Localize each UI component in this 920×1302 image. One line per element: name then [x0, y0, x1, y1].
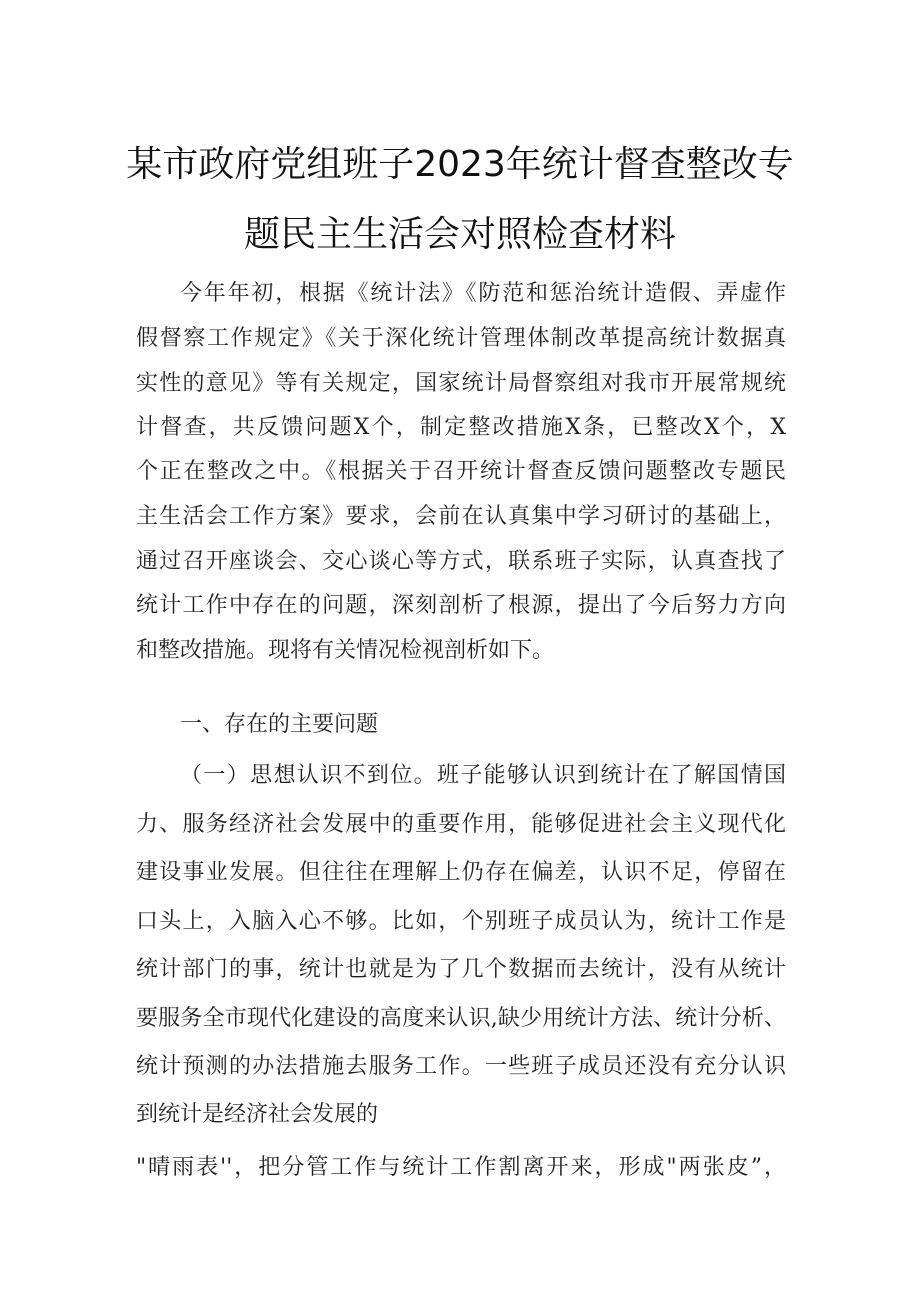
paragraph-2-line: 口头上，入脑入心不够。比如，个别班子成员认为，统计工作是 [136, 909, 786, 934]
section-heading: 一、存在的主要问题 [180, 712, 379, 737]
paragraph-2-line: "晴雨表''，把分管工作与统计工作割离开来，形成"两张皮”， [136, 1155, 786, 1180]
paragraph-1-line: 计督查，共反馈问题X个，制定整改措施X条，已整改X个，X [136, 415, 786, 440]
paragraph-1-line: 今年年初，根据《统计法》《防范和惩治统计造假、弄虚作 [180, 281, 786, 306]
paragraph-1-line: 实性的意见》等有关规定，国家统计局督察组对我市开展常规统 [136, 371, 786, 396]
document-title-line-2: 题民主生活会对照检查材料 [243, 214, 676, 255]
paragraph-1-line: 假督察工作规定》《关于深化统计管理体制改革提高统计数据真 [136, 326, 786, 351]
paragraph-1-line: 和整改措施。现将有关情况检视剖析如下。 [136, 638, 555, 663]
paragraph-1-line: 统计工作中存在的问题，深刻剖析了根源，提出了今后努力方向 [136, 593, 786, 618]
paragraph-2-line: 要服务全市现代化建设的高度来认识,缺少用统计方法、统计分析、 [136, 1006, 786, 1031]
paragraph-2-line: 建设事业发展。但往往在理解上仍存在偏差，认识不足，停留在 [136, 860, 786, 885]
paragraph-2-line: 到统计是经济社会发展的 [136, 1102, 379, 1127]
paragraph-2-line: 统计预测的办法措施去服务工作。一些班子成员还没有充分认识 [136, 1054, 786, 1079]
paragraph-2-line: 统计部门的事，统计也就是为了几个数据而去统计，没有从统计 [136, 957, 786, 982]
paragraph-2-line: 力、服务经济社会发展中的重要作用，能够促进社会主义现代化 [136, 812, 786, 837]
paragraph-1-line: 个正在整改之中。《根据关于召开统计督查反馈问题整改专题民 [136, 459, 786, 484]
paragraph-2-line: （一）思想认识不到位。班子能够认识到统计在了解国情国 [180, 763, 786, 788]
paragraph-1-line: 通过召开座谈会、交心谈心等方式，联系班子实际，认真查找了 [136, 549, 786, 574]
paragraph-1-line: 主生活会工作方案》要求，会前在认真集中学习研讨的基础上， [136, 504, 786, 529]
document-title-line-1: 某市政府党组班子2023年统计督查整改专 [126, 144, 794, 185]
